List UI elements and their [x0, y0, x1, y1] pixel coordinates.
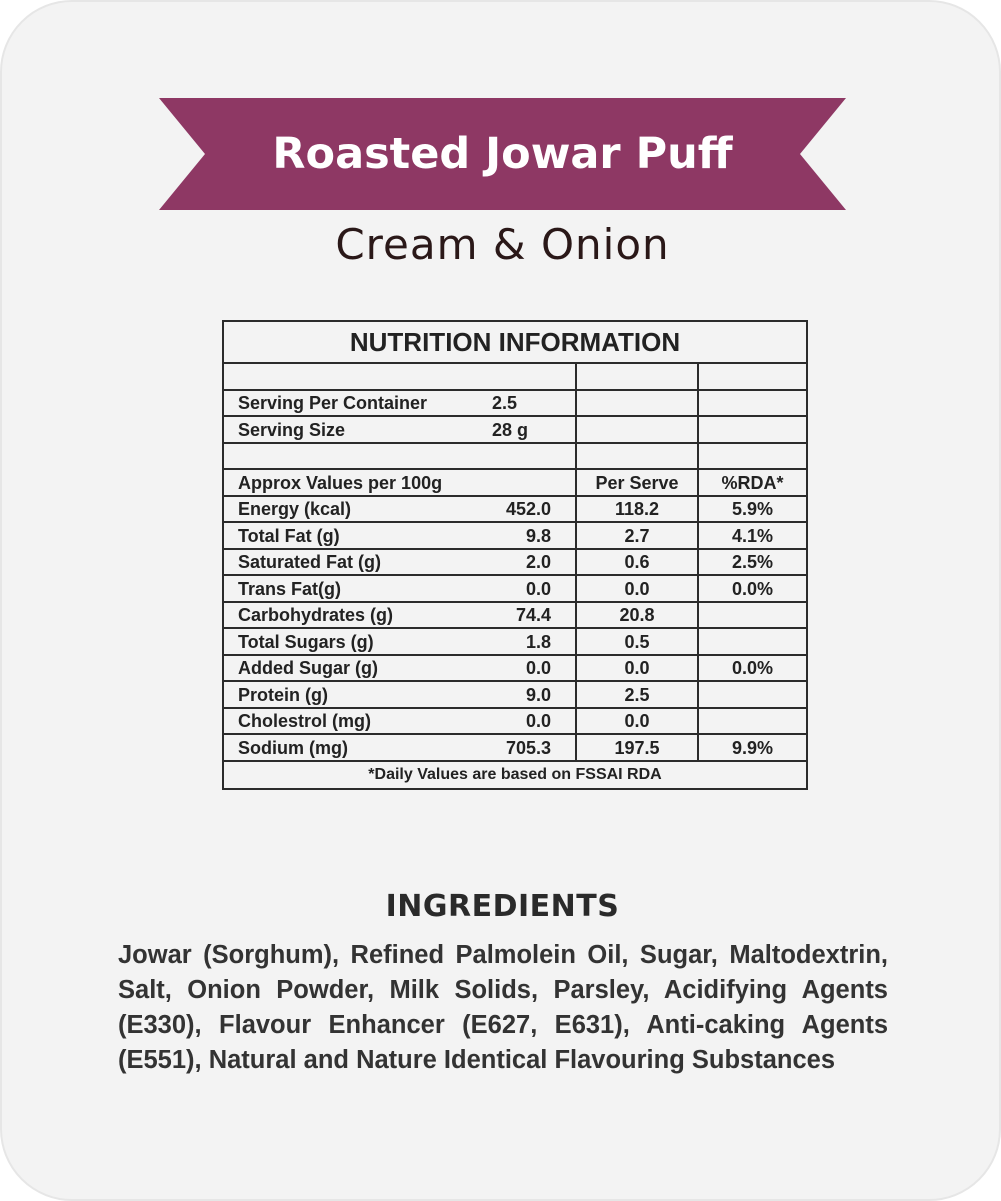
nutrient-per-serve: 0.0 — [576, 575, 698, 602]
nutrient-row — [223, 602, 807, 629]
column-header-rda: %RDA* — [698, 469, 807, 496]
nutrient-per-100g: 9.8 — [490, 522, 576, 549]
nutrient-per-100g: 0.0 — [490, 708, 576, 735]
nutrient-per-100g: 74.4 — [490, 602, 576, 629]
nutrient-row — [223, 708, 807, 735]
nutrient-row — [223, 628, 807, 655]
ingredients-text: Jowar (Sorghum), Refined Palmolein Oil, Sugar, Maltodextrin, Salt, Onion Powder, Milk Solids, Parsley, Acidifying Agents (E330), Flavour Enhancer (E627, E631), Anti-caking Agents (E551), Natural and Nature Identical Flavouring Substances — [118, 941, 888, 1074]
nutrient-per-serve: 2.7 — [576, 522, 698, 549]
nutrient-per-100g: 1.8 — [490, 628, 576, 655]
ingredients-heading: INGREDIENTS — [385, 889, 620, 924]
nutrient-label: Total Sugars (g) — [223, 628, 490, 655]
nutrition-footnote: *Daily Values are based on FSSAI RDA — [223, 761, 807, 789]
nutrient-rda: 2.5% — [698, 549, 807, 576]
nutrient-rda: 0.0% — [698, 575, 807, 602]
column-header-row — [223, 469, 807, 496]
footnote-row — [223, 761, 807, 789]
serving-label: Serving Per Container — [223, 390, 490, 417]
nutrient-label: Cholestrol (mg) — [223, 708, 490, 735]
nutrient-rda — [698, 602, 807, 629]
nutrient-rda: 0.0% — [698, 655, 807, 682]
nutrient-per-100g: 0.0 — [490, 575, 576, 602]
nutrient-label: Sodium (mg) — [223, 734, 490, 761]
product-flavour: Cream & Onion — [335, 220, 670, 269]
product-name: Roasted Jowar Puff — [272, 129, 733, 179]
nutrient-per-serve: 0.0 — [576, 708, 698, 735]
nutrient-label: Trans Fat(g) — [223, 575, 490, 602]
nutrient-row — [223, 575, 807, 602]
nutrient-per-100g: 452.0 — [490, 496, 576, 523]
nutrient-label: Energy (kcal) — [223, 496, 490, 523]
nutrient-rda: 5.9% — [698, 496, 807, 523]
nutrient-row — [223, 549, 807, 576]
nutrient-label: Added Sugar (g) — [223, 655, 490, 682]
serving-label: Serving Size — [223, 416, 490, 443]
nutrition-heading: NUTRITION INFORMATION — [223, 321, 807, 363]
column-header-per-100g: Approx Values per 100g — [223, 469, 576, 496]
nutrient-row — [223, 496, 807, 523]
nutrient-per-serve: 0.5 — [576, 628, 698, 655]
nutrient-per-100g: 0.0 — [490, 655, 576, 682]
nutrient-per-serve: 0.0 — [576, 655, 698, 682]
column-header-per-serve: Per Serve — [576, 469, 698, 496]
nutrient-per-100g: 2.0 — [490, 549, 576, 576]
serving-row — [223, 416, 807, 443]
nutrient-row — [223, 734, 807, 761]
nutrient-rda — [698, 681, 807, 708]
nutrient-per-100g: 705.3 — [490, 734, 576, 761]
nutrient-per-serve: 0.6 — [576, 549, 698, 576]
nutrient-label: Protein (g) — [223, 681, 490, 708]
nutrient-rda: 9.9% — [698, 734, 807, 761]
nutrient-per-100g: 9.0 — [490, 681, 576, 708]
nutrient-label: Total Fat (g) — [223, 522, 490, 549]
nutrient-label: Carbohydrates (g) — [223, 602, 490, 629]
nutrient-per-serve: 118.2 — [576, 496, 698, 523]
product-banner — [159, 98, 846, 210]
nutrient-rda — [698, 708, 807, 735]
nutrient-label: Saturated Fat (g) — [223, 549, 490, 576]
nutrient-per-serve: 20.8 — [576, 602, 698, 629]
nutrition-heading-row — [223, 321, 807, 363]
serving-value: 28 g — [490, 416, 576, 443]
nutrition-table — [222, 320, 808, 790]
serving-value: 2.5 — [490, 390, 576, 417]
nutrient-rda: 4.1% — [698, 522, 807, 549]
nutrient-row — [223, 681, 807, 708]
nutrient-rda — [698, 628, 807, 655]
nutrient-per-serve: 197.5 — [576, 734, 698, 761]
serving-row — [223, 390, 807, 417]
nutrient-row — [223, 522, 807, 549]
empty-row — [223, 443, 807, 470]
nutrient-row — [223, 655, 807, 682]
empty-row — [223, 363, 807, 390]
nutrient-per-serve: 2.5 — [576, 681, 698, 708]
